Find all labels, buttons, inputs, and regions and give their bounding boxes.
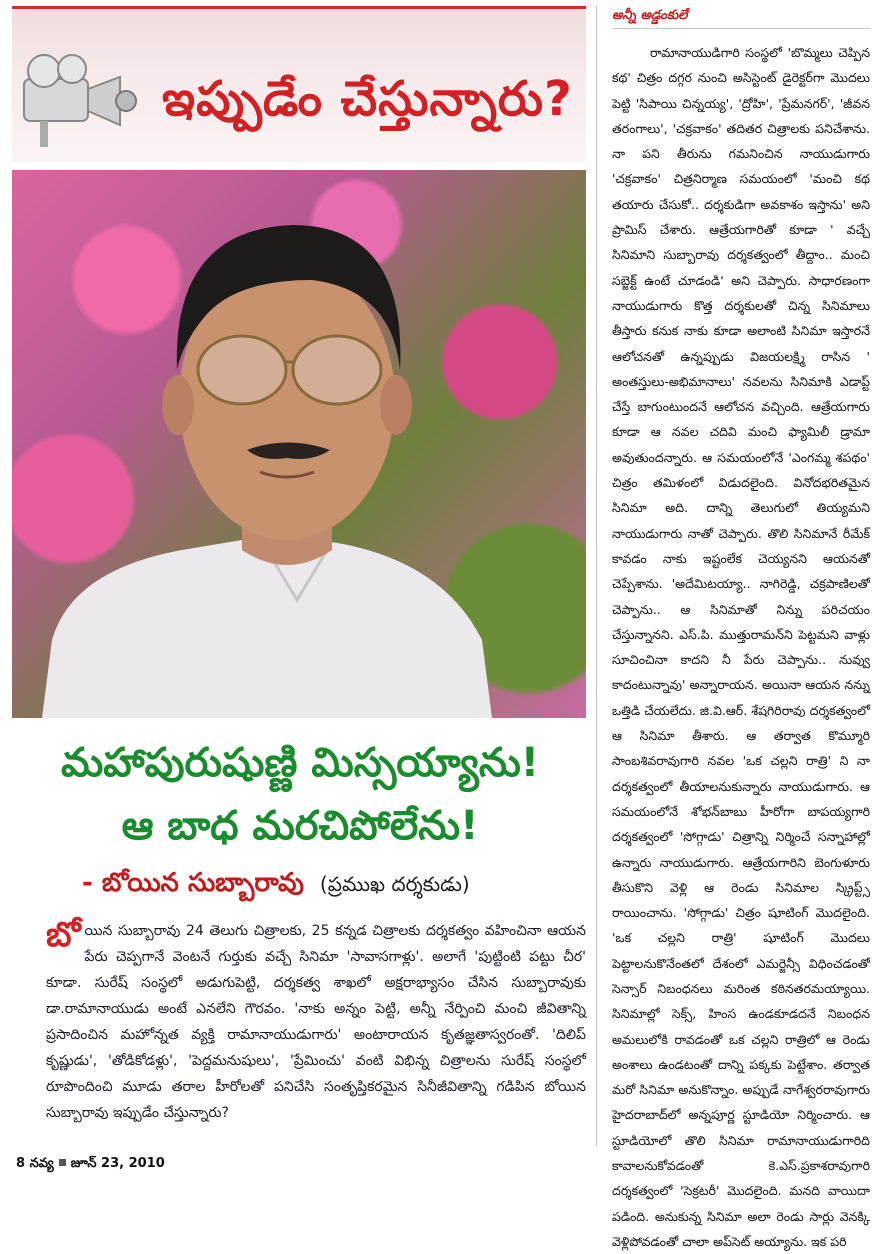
column-divider [596,6,597,1146]
byline-role: (ప్రముఖ దర్శకుడు) [319,872,470,896]
section-banner [12,6,586,162]
headline-line1: మహాపురుషుణ్ణి మిస్సయ్యాను! [60,740,540,786]
article-column [612,40,870,1254]
portrait-figure-icon [12,170,586,718]
column-kicker: అన్నీ అడ్డంకులే [612,8,688,23]
page-number: 8 [16,1156,26,1171]
portrait-photo [12,170,586,718]
magazine-name: నవ్య [29,1156,54,1171]
column-paragraph: రామానాయుడిగారి సంస్థలో 'బొమ్మలు చెప్పిన కథ' చిత్రం దగ్గర నుంచి అసిస్టెంట్ డైరెక్టర్‌గా మొదలు పెట్టి 'సిపాయి చిన్నయ్య', 'ద్రోహి', 'ప్రేమనగర్', 'జీవన తరంగాలు', 'చక్రవాకం' తదితర చిత్రాలకు పనిచేశాను. నా పని తీరును గమనించిన నాయుడుగారు 'చక్రవాకం' చిత్రనిర్మాణ సమయంలో 'మంచి కథ తయారు చేసుకో.. దర్శకుడిగా అవకాశం ఇస్తాను' అని ప్రామిస్ చేశారు. ఆత్రేయగారితో కూడా ' వచ్చే సినిమాని సుబ్బారావు దర్శకత్వంలో తీద్దాం.. మంచి సబ్జెక్ట్ ఉంటే చూడండి' అని చెప్పారు. సాధారణంగా నాయుడుగారు కొత్త దర్శకులతో చిన్న సినిమాలు తీస్తారు కనుక నాకు కూడా అలాంటి సినిమా ఇస్తారనే ఆలోచనతో ఉన్నప్పుడు విజయలక్ష్మి రాసిన ' అంతస్తులు-అభిమానాలు' నవలను సినిమాకి ఎడాప్ట్ చేస్తే బాగుంటుందనే ఆలోచన వచ్చింది. ఆత్రేయగారు కూడా ఆ నవల చదివి మంచి ఫ్యామిలీ డ్రామా అవుతుందన్నారు. ఆ సమయంలోనే 'ఎంగమ్మ శపథం' చిత్రం తమిళంలో విడుదలైంది. వినోదభరితమైన సినిమా అది. దాన్ని తెలుగులో తియ్యమని నాయుడుగారు నాతో చెప్పారు. తొలి సినిమానే రీమేక్ కావడం నాకు ఇష్టంలేక చెయ్యనని ఆయనతో చెప్పేశాను. 'అదేమిటయ్యా.. నాగిరెడ్డి, చక్రపాణిలతో చెప్పాను.. ఆ సినిమాతో నిన్ను పరిచయం చేస్తున్నానని. ఎస్.పి. ముత్తురామన్‌ని పెట్టమని వాళ్లు సూచించినా కాదని నీ పేరు చెప్పాను.. నువ్వు కాదంటున్నావు' అన్నారాయన. అయినా ఆయన నన్ను ఒత్తిడి చేయలేదు. జి.వి.ఆర్. శేషగిరిరావు దర్శకత్వంలో ఆ సినిమా తీశారు. ఆ తర్వాత కొమ్మూరి సాంబశివరావుగారి నవల 'ఒక చల్లని రాత్రి' ని నా దర్శకత్వంలో తీయాలనుకున్నారు నాయుడుగారు. ఆ సమయంలోనే శోభన్‌బాబు హీరోగా బాపయ్యగారి దర్శకత్వంలో 'సోగ్గాడు' చిత్రాన్ని నిర్మించే సన్నాహాల్లో ఉన్నారు నాయుడుగారు. ఆత్రేయగారిని బెంగుళూరు తీసుకొని వెళ్లి ఆ రెండు సినిమాల స్క్రిప్ట్స్ రాయించాను. 'సోగ్గాడు' చిత్రం షూటింగ్ మొదలైంది. 'ఒక చల్లని రాత్రి' షూటింగ్ మొదలు పెట్టాలనుకొనేంతలో దేశంలో ఎమర్జెన్సీ విధించడంతో సెన్సార్ నిబంధనలు మరింత కఠినతరమయ్యాయి. సినిమాల్లో సెక్స్, హింస ఉండకూడదనే నిబంధన అమలులోకి రావడంతో ఒక చల్లని రాత్రిలో ఆ రెండు అంశాలు ఉండటంతో దాన్ని పక్కకు పెట్టేశాం. తర్వాత మరో సినిమా అనుకొన్నాం. అప్పుడే నాగేశ్వరరావుగారు హైదరాబాద్‌లో అన్నపూర్ణ స్టూడియో నిర్మించారు. ఆ స్టూడియోలో తొలి సినిమా రామానాయుడుగారిది కావాలనుకోవడంతో కె.ఎస్.ప్రకాశరావుగారి దర్శకత్వంలో 'సెక్రటరీ' మొదలైంది. మనది వాయిదా పడింది. అనుకున్న సినిమా అలా రెండు సార్లు వెనక్కి వెళ్లిపోవడంతో చాలా అప్‌సెట్ అయ్యాను. ఇక పరి [612,45,870,1249]
byline [82,868,470,904]
separator-square-icon [59,1159,66,1166]
movie-camera-icon [20,49,140,149]
banner-title: ఇప్పుడేం చేస్తున్నారు? [162,71,573,127]
byline-name: - బోయిన సుబ్బారావు [82,868,304,898]
headline-line2: ఆ బాధ మరచిపోలేను! [121,803,479,849]
page-footer [16,1156,165,1174]
kicker-rule [612,28,870,29]
issue-date: జూన్ 23, 2010 [70,1156,165,1171]
intro-paragraph [46,915,586,1126]
intro-text: యిన సుబ్బారావు 24 తెలుగు చిత్రాలకు, 25 కన్నడ చిత్రాలకు దర్శకత్వం వహించినా ఆయన పేరు చెప్పగానే వెంటనే గుర్తుకు వచ్చే సినిమా 'సావాసగాళ్లు'. అలాగే 'పుట్టింటి పట్టు చీర' కూడా. సురేష్ సంస్థలో అడుగుపెట్టి, దర్శకత్వ శాఖలో అక్షరాభ్యాసం చేసిన సుబ్బారావుకు డా.రామానాయుడు అంటే ఎనలేని గౌరవం. 'నాకు అన్నం పెట్టి, అన్నీ నేర్పించి మంచి జీవితాన్ని ప్రసాదించిన మహోన్నత వ్యక్తి రామానాయుడుగారు' అంటారాయన కృతజ్ఞతాస్వరంతో. 'దిలిప్ కృష్ణుడు', 'తోడికోడళ్లు', 'పెద్దమనుషులు', 'ప్రేమించు' వంటి విభిన్న చిత్రాలను సురేష్ సంస్థలో రూపొందించి మూడు తరాల హీరోలతో పనిచేసి సంతృప్తికరమైన సినీజీవితాన్ని గడిపిన బోయిన సుబ్బారావు ఇప్పుడేం చేస్తున్నారు? [46,923,586,1121]
dropcap: బో [46,915,81,955]
